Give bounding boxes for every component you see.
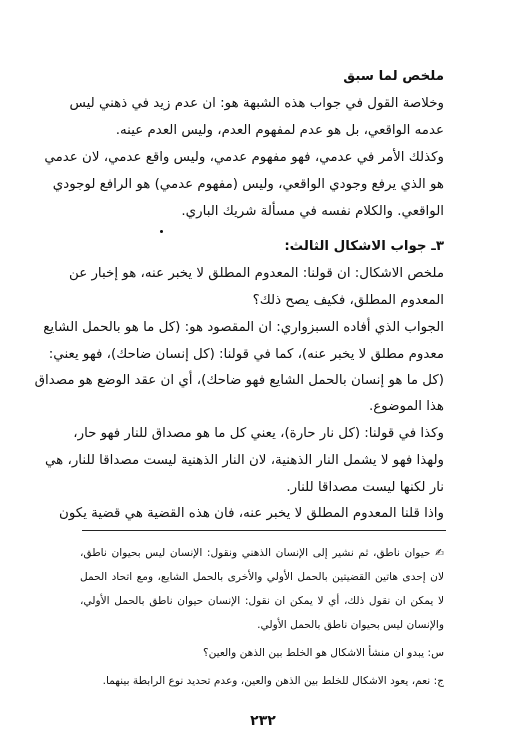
section-heading-summary: ملخص لما سبق	[343, 69, 444, 84]
body-line: هو الذي يرفع وجودي الواقعي، وليس (مفهوم عدمي) هو الرافع لوجودي	[52, 177, 444, 192]
body-line: معدوم مطلق لا يخبر عنه)، كما في قولنا: (كل إنسان ضاحك)، فهو يعني:	[48, 347, 444, 362]
body-line: الواقعي. والكلام نفسه في مسألة شريك الباري.	[181, 204, 444, 219]
body-line: الجواب الذي أفاده السبزواري: ان المقصود هو: (كل ما هو بالحمل الشايع	[43, 320, 444, 335]
body-line: ولهذا فهو لا يشمل النار الذهنية، لان النار الذهنية ليست مصداقا للنار، هي	[45, 453, 444, 468]
page-number: ٢٣٢	[250, 713, 276, 729]
body-line: المعدوم المطلق، فكيف يصح ذلك؟	[252, 293, 444, 308]
body-line: (كل ما هو إنسان بالحمل الشايع فهو ضاحك)، أي ان عقد الوضع هو مصداق	[34, 373, 444, 388]
body-line: ملخص الاشكال: ان قولنا: المعدوم المطلق لا يخبر عنه، هو إخبار عن	[69, 266, 444, 281]
body-line: وكذا في قولنا: (كل نار حارة)، يعني كل ما هو مصداق للنار فهو حار،	[73, 426, 444, 441]
footnote-answer: ج: نعم، يعود الاشكال للخلط بين الذهن والعين، وعدم تحديد نوع الرابطة بينهما.	[102, 675, 444, 687]
footnote-line: لا يمكن ان نقول ذلك، أي لا يمكن ان نقول: الإنسان حيوان ناطق بالحمل الأولي،	[80, 595, 444, 607]
body-line: نار لكنها ليست مصداقا للنار.	[286, 480, 444, 495]
footnote-line: ✍ حيوان ناطق، ثم نشير إلى الإنسان الذهني ونقول: الإنسان ليس بحيوان ناطق،	[80, 547, 444, 559]
footnote-line: والإنسان ليس بحيوان ناطق بالحمل الأولي.	[257, 619, 444, 631]
body-line: واذا قلنا المعدوم المطلق لا يخبر عنه، فان هذه القضية هي قضية يكون	[59, 506, 444, 521]
body-line: وخلاصة القول في جواب هذه الشبهة هو: ان عدم زيد في ذهني ليس	[69, 96, 444, 111]
footnote-line: لان إحدى هاتين القضيتين بالحمل الأولي والأخرى بالحمل الشايع، ومع اتحاد الحمل	[80, 571, 444, 583]
stray-dot-mark	[160, 230, 163, 233]
body-line: وكذلك الأمر في عدمي، فهو مفهوم عدمي، وليس واقع عدمي، لان عدمي	[44, 150, 444, 165]
body-line: هذا الموضوع.	[368, 399, 444, 414]
body-line: عدمه الواقعي، بل هو عدم لمفهوم العدم، وليس العدم عينه.	[115, 123, 444, 138]
footnote-separator	[82, 530, 446, 531]
section-heading-third-answer: ٣ـ جواب الاشكال الثالث:	[284, 239, 444, 254]
footnote-question: س: يبدو ان منشأ الاشكال هو الخلط بين الذهن والعين؟	[202, 647, 444, 659]
